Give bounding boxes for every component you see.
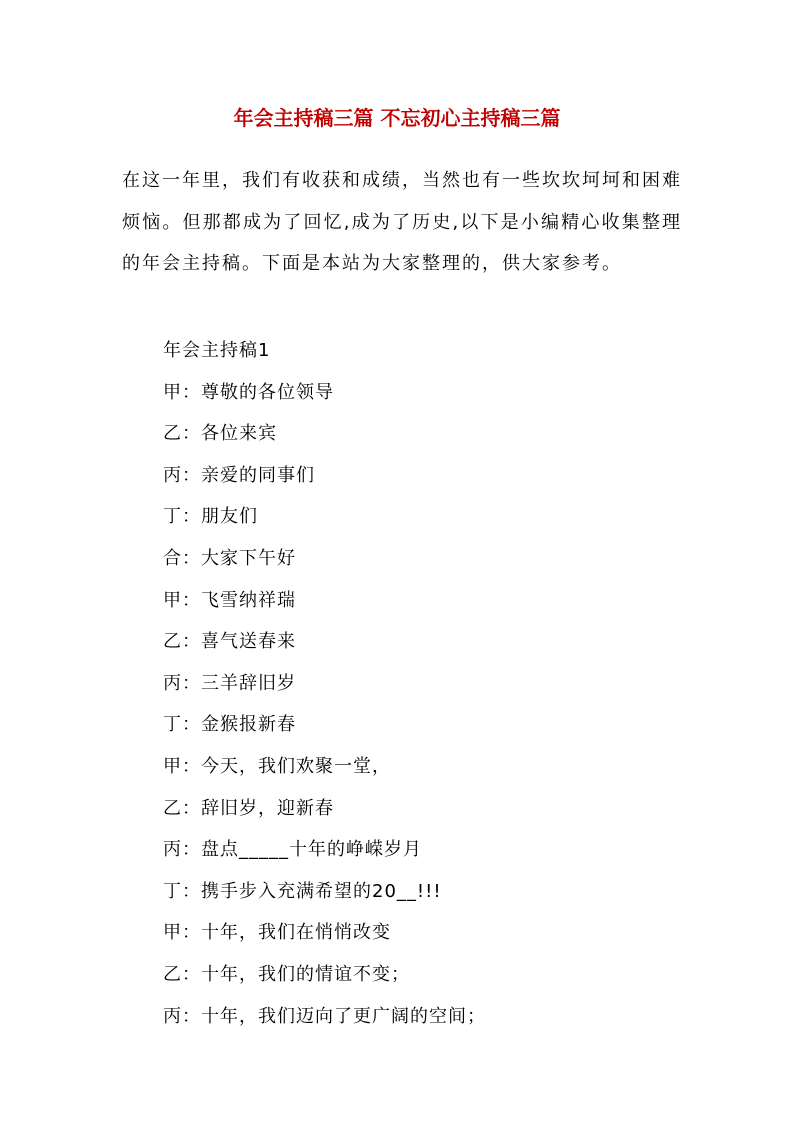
- document-title: 年会主持稿三篇 不忘初心主持稿三篇: [233, 106, 561, 130]
- script-line: 甲：今天，我们欢聚一堂，: [163, 755, 391, 777]
- section-heading: 年会主持稿1: [163, 340, 271, 361]
- script-line: 甲：十年，我们在悄悄改变: [163, 922, 391, 944]
- script-line: 乙：辞旧岁，迎新春: [163, 797, 334, 819]
- intro-paragraph: 在这一年里，我们有收获和成绩，当然也有一些坎坎坷坷和困难烦恼。但那都成为了回忆,成为了历史,以下是小编精心收集整理的年会主持稿。下面是本站为大家整理的，供大家参考。: [122, 170, 682, 274]
- script-line: 丙：十年，我们迈向了更广阔的空间；: [163, 1005, 486, 1027]
- script-line: 甲：尊敬的各位领导: [163, 381, 334, 403]
- script-line: 丁：携手步入充满希望的20__!!!: [163, 880, 442, 902]
- script-line: 丙：三羊辞旧岁: [163, 672, 296, 694]
- script-line: 丙：亲爱的同事们: [163, 464, 315, 486]
- script-line: 合：大家下午好: [163, 547, 296, 569]
- script-line: 乙：各位来宾: [163, 423, 277, 445]
- script-lines: [163, 330, 683, 1037]
- script-line: 乙：喜气送春来: [163, 631, 296, 653]
- script-line: 丁：金猴报新春: [163, 714, 296, 736]
- script-line: 乙：十年，我们的情谊不变；: [163, 963, 410, 985]
- script-line: 丙：盘点_____十年的峥嵘岁月: [163, 839, 422, 861]
- script-line: 丁：朋友们: [163, 506, 258, 528]
- script-line: 甲：飞雪纳祥瑞: [163, 589, 296, 611]
